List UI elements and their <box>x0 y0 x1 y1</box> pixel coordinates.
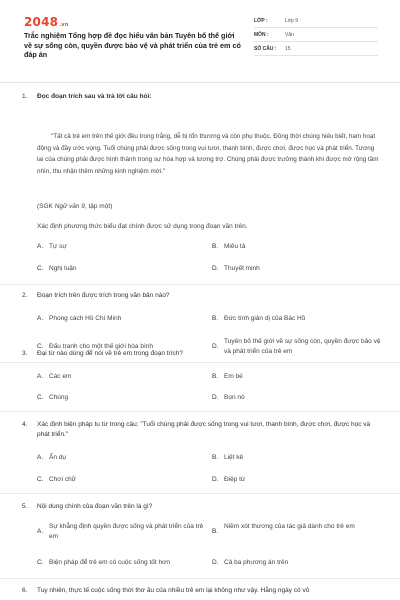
question-text: Đọc đoạn trích sau và trả lời câu hỏi: <box>37 93 152 100</box>
option-a[interactable] <box>37 372 71 382</box>
option-text: Niềm xót thương của tác giả dành cho trẻ em <box>224 523 355 530</box>
option-d[interactable] <box>212 393 245 403</box>
option-text: Thuyết minh <box>224 265 260 272</box>
question-5 <box>22 502 382 512</box>
question-text: Đại từ nào dùng để nói về trẻ em trong đoạn trích? <box>37 350 183 357</box>
question-instruction: Xác định phương thức biểu đạt chính được sử dụng trong đoạn văn trên. <box>37 223 248 230</box>
option-text: Biện pháp để trẻ em có cuộc sống tốt hơn <box>49 559 170 566</box>
option-text: Em bé <box>224 373 243 380</box>
meta-label: MÔN : <box>254 31 269 38</box>
source-prefix: (SGK <box>37 203 55 210</box>
option-letter: A. <box>37 243 44 250</box>
option-text: Phong cách Hồ Chí Minh <box>49 315 122 322</box>
option-text: Ẩn dụ <box>49 454 66 461</box>
option-letter: A. <box>37 454 44 461</box>
option-letter: D. <box>212 394 219 401</box>
logo-text: 2048 <box>24 15 59 29</box>
option-b[interactable] <box>212 522 382 537</box>
option-text: Điệp từ <box>224 476 246 483</box>
option-letter: B. <box>212 243 219 250</box>
option-text: Bọn nó <box>224 394 245 401</box>
question-3 <box>22 349 382 359</box>
option-letter: C. <box>37 559 44 566</box>
meta-info <box>254 14 378 56</box>
option-letter: C. <box>37 265 44 272</box>
question-6 <box>22 586 382 596</box>
option-letter: D. <box>212 559 219 566</box>
question-1 <box>22 92 382 102</box>
question-divider <box>0 411 400 412</box>
option-b[interactable] <box>212 372 243 382</box>
option-a[interactable] <box>37 522 207 541</box>
site-logo[interactable] <box>24 15 69 29</box>
option-d[interactable] <box>212 264 260 274</box>
question-4 <box>22 420 382 440</box>
option-c[interactable] <box>37 558 170 568</box>
meta-row-subject <box>254 28 378 42</box>
option-text: Đức tính giản dị của Bác Hồ <box>224 315 306 322</box>
question-divider <box>0 578 400 579</box>
question-2 <box>22 291 382 301</box>
meta-value: Lớp 9 <box>285 17 299 24</box>
question-number: 2. <box>22 292 28 299</box>
option-text: Chúng <box>49 394 69 401</box>
meta-row-class <box>254 14 378 28</box>
option-letter: C. <box>37 343 44 350</box>
option-a[interactable] <box>37 314 121 324</box>
question-number: 5. <box>22 503 28 510</box>
passage-source <box>37 203 112 210</box>
option-letter: B. <box>212 454 219 461</box>
option-text: Sự khẳng định quyền được sống và phát triển của trẻ em <box>49 523 204 540</box>
passage-text: "Tất cả trẻ em trên thế giới đều trong trắng, dễ bị tổn thương và còn phụ thuộc. Đồng thời chúng hiếu biết, ham hoạt động và đầy ước vọng. Tuổi chúng phải được sống trong vui tươi, thanh bình, được chơi, được học và phát triển. Tương lai của chúng phải được hình thành trong sự hòa hợp và tương trợ. Chúng phải được trưởng thành khi được mở rộng tầm nhìn, thu nhận thêm những kinh nghiệm mới." <box>37 133 379 175</box>
meta-row-count <box>254 42 378 56</box>
option-text: Nghị luận <box>49 265 77 272</box>
option-d[interactable] <box>212 475 245 485</box>
question-text: Xác định biện pháp tu từ trong câu: "Tuổi chúng phải được sống trong vui tươi, thanh bình, được chơi, được học và phát triển." <box>37 421 371 438</box>
option-text: Tự sự <box>49 243 67 250</box>
option-text: Cả ba phương án trên <box>224 559 289 566</box>
option-letter: C. <box>37 394 44 401</box>
option-letter: B. <box>212 373 219 380</box>
meta-value: 15 <box>285 45 291 52</box>
option-b[interactable] <box>212 453 243 463</box>
question-text: Tuy nhiên, thực tế cuộc sống thời thơ ấu của nhiều trẻ em lại không như vậy. Hằng ngày có vô <box>37 587 310 594</box>
meta-label: LỚP : <box>254 17 268 24</box>
question-text: Đoạn trích trên được trích trong văn bản nào? <box>37 292 170 299</box>
option-letter: A. <box>37 527 44 535</box>
question-divider <box>0 284 400 285</box>
option-c[interactable] <box>37 393 68 403</box>
question-number: 6. <box>22 587 28 594</box>
question-divider <box>0 362 400 363</box>
page-title: Trắc nghiệm Tổng hợp đề đọc hiểu văn bản Tuyên bố thế giới về sự sống còn, quyền được bảo vệ và phát triển của trẻ em có đáp án <box>24 31 241 59</box>
question-text: Nội dung chính của đoạn văn trên là gì? <box>37 503 153 510</box>
meta-label: SỐ CÂU : <box>254 45 277 52</box>
option-text: Miêu tả <box>224 243 246 250</box>
option-letter: B. <box>212 527 219 535</box>
option-letter: D. <box>212 265 219 272</box>
option-b[interactable] <box>212 242 245 252</box>
source-italic: Ngữ văn 9 <box>54 203 85 210</box>
logo-tld: .vn <box>59 22 69 28</box>
page-header <box>0 0 400 82</box>
option-text: Chơi chữ <box>49 476 77 483</box>
option-a[interactable] <box>37 242 67 252</box>
question-number: 3. <box>22 350 28 357</box>
option-text: Tuyên bố thế giới về sự sống còn, quyền được bảo vệ và phát triển của trẻ em <box>224 338 381 355</box>
header-divider <box>0 82 400 83</box>
option-letter: D. <box>212 342 219 350</box>
option-text: Đấu tranh cho một thế giới hòa bình <box>49 343 153 350</box>
question-number: 1. <box>22 93 28 100</box>
source-suffix: , tập một) <box>84 203 113 210</box>
option-d[interactable] <box>212 558 288 568</box>
option-c[interactable] <box>37 475 76 485</box>
option-letter: A. <box>37 315 44 322</box>
option-b[interactable] <box>212 314 305 324</box>
option-a[interactable] <box>37 453 66 463</box>
option-letter: D. <box>212 476 219 483</box>
question-number: 4. <box>22 421 28 428</box>
option-text: Các em <box>49 373 72 380</box>
option-letter: A. <box>37 373 44 380</box>
option-letter: C. <box>37 476 44 483</box>
option-letter: B. <box>212 315 219 322</box>
meta-value: Văn <box>285 31 294 38</box>
option-text: Liệt kê <box>224 454 244 461</box>
option-c[interactable] <box>37 264 76 274</box>
question-divider <box>0 493 400 494</box>
